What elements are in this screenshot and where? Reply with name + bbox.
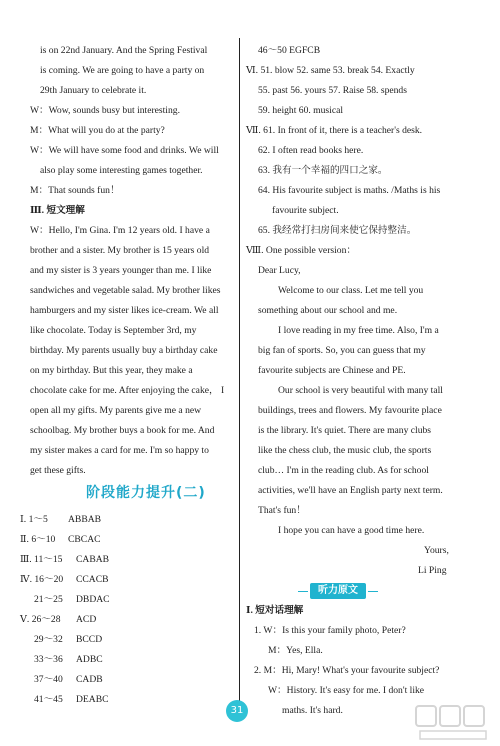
dialogue-line: M：Yes, Ella. bbox=[268, 645, 323, 656]
right-line: I hope you can have a good time here. bbox=[278, 525, 425, 536]
right-line: Our school is very beautiful with many tall bbox=[278, 385, 443, 396]
listening-script-badge: 听力原文 bbox=[310, 583, 366, 599]
answer-range: Ⅱ. 6～10 bbox=[20, 534, 56, 545]
right-line: like the chess club, the music club, the sports bbox=[258, 445, 432, 456]
right-line: activities, we'll have an English party next term. bbox=[258, 485, 443, 496]
answer-row bbox=[34, 595, 110, 605]
left-line: W：Hello, I'm Gina. I'm 12 years old. I have a bbox=[30, 225, 210, 236]
left-line: M：What will you do at the party? bbox=[30, 125, 165, 136]
right-line: 46～50 EGFCB bbox=[258, 45, 321, 56]
dialogue-line: 2. M：Hi, Mary! What's your favourite subject? bbox=[254, 665, 440, 676]
left-line: also play some interesting games together. bbox=[40, 165, 203, 176]
right-line: 59. height 60. musical bbox=[258, 105, 343, 116]
left-line: hamburgers and my sister likes ice-cream. We all bbox=[30, 305, 219, 316]
answer-value: CADB bbox=[76, 674, 103, 685]
answer-row bbox=[20, 555, 109, 565]
right-line: 55. past 56. yours 57. Raise 58. spends bbox=[258, 85, 407, 96]
answer-range: Ⅳ. 16～20 bbox=[20, 574, 64, 585]
right-line: favourite subjects are Chinese and PE. bbox=[258, 365, 406, 376]
left-line: chocolate cake for me. After enjoying the cake， I bbox=[30, 385, 225, 396]
answer-value: BCCD bbox=[76, 634, 103, 645]
signoff: Yours, bbox=[424, 545, 449, 556]
left-line: is coming. We are going to have a party on bbox=[40, 65, 205, 76]
page-number: 31 bbox=[226, 700, 248, 722]
answer-value: DEABC bbox=[76, 694, 109, 705]
column-divider bbox=[239, 38, 240, 708]
left-line: birthday. My parents usually buy a birthday cake bbox=[30, 345, 218, 356]
right-line: Welcome to our class. Let me tell you bbox=[278, 285, 424, 296]
left-line: on my birthday. But this year, they make a bbox=[30, 365, 193, 376]
right-line: buildings, trees and flowers. My favourite place bbox=[258, 405, 442, 416]
right-line: favourite subject. bbox=[272, 205, 339, 216]
answer-value: CABAB bbox=[76, 554, 110, 565]
left-line: M：That sounds fun！ bbox=[30, 185, 120, 196]
answer-range: Ⅲ. 11～15 bbox=[20, 554, 63, 565]
dialogue-line: 1. W：Is this your family photo, Peter? bbox=[254, 625, 406, 636]
answer-value: CCACB bbox=[76, 574, 109, 585]
left-line: get these gifts. bbox=[30, 465, 86, 476]
section-heading: Ⅲ. 短文理解 bbox=[30, 205, 85, 216]
left-line: W：Wow, sounds busy but interesting. bbox=[30, 105, 180, 116]
answer-range: 29～32 bbox=[34, 634, 63, 645]
left-line: open all my gifts. My parents give me a new bbox=[30, 405, 202, 416]
left-line: W：We will have some food and drinks. We will bbox=[30, 145, 219, 156]
signature-name: Li Ping bbox=[418, 565, 447, 576]
right-line: Ⅵ. 51. blow 52. same 53. break 54. Exactly bbox=[246, 65, 415, 76]
watermark-logo-icon bbox=[414, 704, 494, 742]
dialogue-line: W：History. It's easy for me. I don't like bbox=[268, 685, 425, 696]
answer-value: ACD bbox=[76, 614, 97, 625]
left-line: and my sister is 3 years younger than me. I like bbox=[30, 265, 212, 276]
right-line: club… I'm in the reading club. As for school bbox=[258, 465, 429, 476]
left-line: brother and a sister. My brother is 15 years old bbox=[30, 245, 210, 256]
right-line: That's fun！ bbox=[258, 505, 306, 516]
left-line: schoolbag. My brother buys a book for me. And bbox=[30, 425, 215, 436]
answer-range: Ⅴ. 26～28 bbox=[20, 614, 61, 625]
answer-row bbox=[20, 615, 96, 625]
left-line: like chocolate. Today is September 3rd, my bbox=[30, 325, 197, 336]
answer-value: ADBC bbox=[76, 654, 103, 665]
right-line: Ⅷ. One possible version： bbox=[246, 245, 356, 256]
answer-row bbox=[34, 695, 109, 705]
right-line: 65. 我经常打扫房间来使它保持整洁。 bbox=[258, 225, 417, 236]
answer-range: Ⅰ. 1～5 bbox=[20, 514, 48, 525]
right-line: is the library. It's quiet. There are many clubs bbox=[258, 425, 432, 436]
right-line: 63. 我有一个幸福的四口之家。 bbox=[258, 165, 388, 176]
right-line: 62. I often read books here. bbox=[258, 145, 364, 156]
left-line: my sister makes a card for me. I'm so happy to bbox=[30, 445, 209, 456]
answer-range: 41～45 bbox=[34, 694, 63, 705]
left-line: sandwiches and vegetable salad. My brother likes bbox=[30, 285, 221, 296]
answer-range: 21～25 bbox=[34, 594, 63, 605]
section-title: 阶段能力提升(二) bbox=[86, 485, 206, 501]
left-line: 29th January to celebrate it. bbox=[40, 85, 147, 96]
right-line: big fan of sports. So, you can guess that my bbox=[258, 345, 426, 356]
right-line: Dear Lucy, bbox=[258, 265, 301, 276]
right-line: 64. His favourite subject is maths. /Maths is his bbox=[258, 185, 441, 196]
answer-row bbox=[20, 515, 101, 525]
answer-row bbox=[34, 635, 102, 645]
answer-row bbox=[20, 535, 101, 545]
answer-range: 33～36 bbox=[34, 654, 63, 665]
answer-row bbox=[34, 655, 103, 665]
answer-row bbox=[20, 575, 109, 585]
dialogue-line: maths. It's hard. bbox=[282, 705, 343, 716]
answer-range: 37～40 bbox=[34, 674, 63, 685]
left-line: is on 22nd January. And the Spring Festival bbox=[40, 45, 208, 56]
right-line: Ⅶ. 61. In front of it, there is a teacher's desk. bbox=[246, 125, 423, 136]
answer-value: ABBAB bbox=[68, 514, 102, 525]
answer-row bbox=[34, 675, 103, 685]
answer-value: CBCAC bbox=[68, 534, 101, 545]
right-line: I love reading in my free time. Also, I'm a bbox=[278, 325, 439, 336]
right-line: something about our school and me. bbox=[258, 305, 398, 316]
answer-value: DBDAC bbox=[76, 594, 110, 605]
section-heading: Ⅰ. 短对话理解 bbox=[246, 605, 304, 616]
